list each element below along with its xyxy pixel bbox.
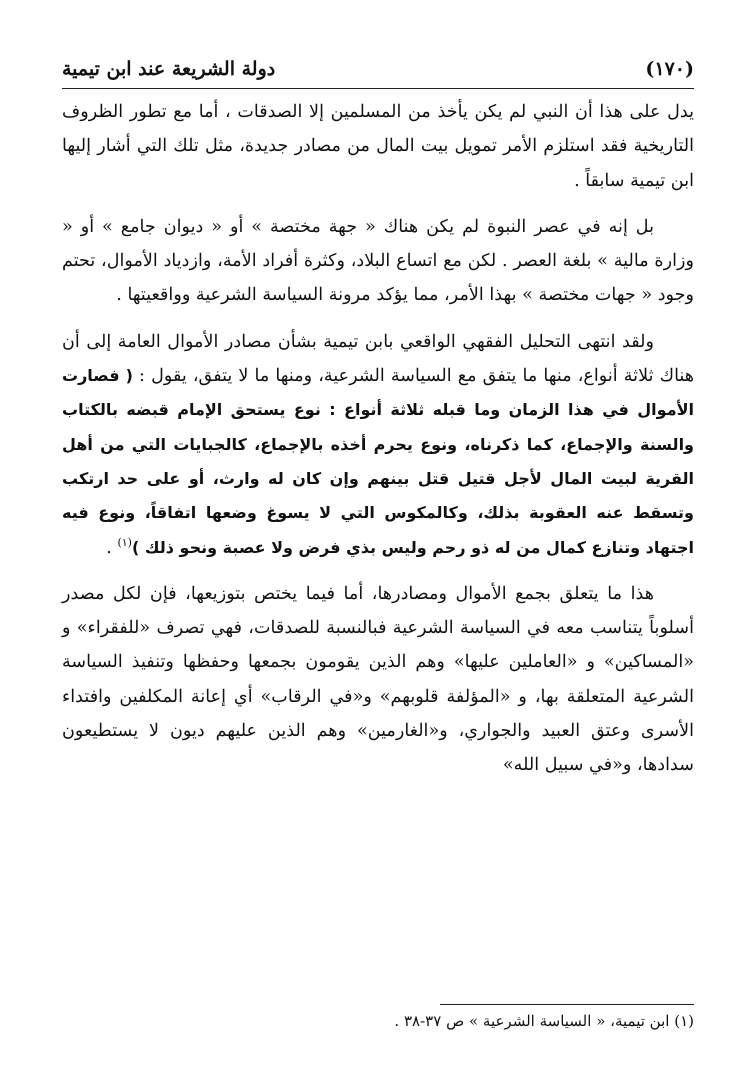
header-divider (62, 88, 694, 89)
paragraph-2: بل إنه في عصر النبوة لم يكن هناك « جهة مختصة » أو « ديوان جامع » أو « وزارة مالية » بلغة العصر . لكن مع اتساع البلاد، وكثرة أفراد الأمة، وازدياد الأموال، تحتم وجود « جهات مختصة » بهذا الأمر، مما يؤكد مرونة السياسة الشرعية وواقعيتها . (62, 216, 694, 306)
running-title: دولة الشريعة عند ابن تيمية (62, 58, 276, 80)
paragraph-3-end: . (106, 537, 118, 558)
page-body (62, 95, 694, 783)
paragraph-4: هذا ما يتعلق بجمع الأموال ومصادرها، أما فيما يختص بتوزيعها، فإن لكل مصدر أسلوباً يتناسب معه في السياسة الشرعية فبالنسبة للصدقات، فهي تصرف «للفقراء» و «المساكين» و «العاملين عليها» وهم الذين يقومون بجمعها وحفظها وتنفيذ السياسة الشرعية المتعلقة بها، و «المؤلفة قلوبهم» و«في الرقاب» أي إعانة المكلفين وافتداء الأسرى وعتق العبيد والجواري، و«الغارمين» وهم الذين عليهم ديون لا يستطيعون سدادها، و«في سبيل الله» (62, 583, 694, 776)
footnote-reference: (١) (117, 535, 132, 549)
ibn-taymiyyah-quote: ( فصارت الأموال في هذا الزمان وما قبله ثلاثة أنواع : نوع يستحق الإمام قبضه بالكتاب والسنة والإجماع، كما ذكرناه، ونوع يحرم أخذه بالإجماع، كالجبايات التي من أهل القرية لبيت المال لأجل قتيل قتل بينهم وإن كان له وارث، أو على حد ارتكب وتسقط عنه العقوبة بذلك، وكالمكوس التي لا يسوغ وضعها اتفاقاً، ونوع فيه اجتهاد وتنازع كمال من له ذو رحم وليس بذي فرض ولا عصبة ونحو ذلك ) (62, 366, 694, 557)
footnote: (١) ابن تيمية، « السياسة الشرعية » ص ٣٧-٣٨ . (394, 1012, 694, 1030)
paragraph-3 (62, 325, 694, 565)
page-number: (١٧٠) (645, 58, 694, 80)
page-header (62, 54, 694, 86)
paragraph-3-intro: ولقد انتهى التحليل الفقهي الواقعي بابن تيمية بشأن مصادر الأموال العامة إلى أن هناك ثلاثة أنواع، منها ما يتفق مع السياسة الشرعية، ومنها ما لا يتفق، يقول : (62, 331, 695, 387)
footnote-divider (440, 1004, 694, 1005)
paragraph-1: يدل على هذا أن النبي لم يكن يأخذ من المسلمين إلا الصدقات ، أما مع تطور الظروف التاريخية فقد استلزم الأمر تمويل بيت المال من مصادر جديدة، مثل تلك التي أشار إليها ابن تيمية سابقاً . (62, 102, 694, 191)
